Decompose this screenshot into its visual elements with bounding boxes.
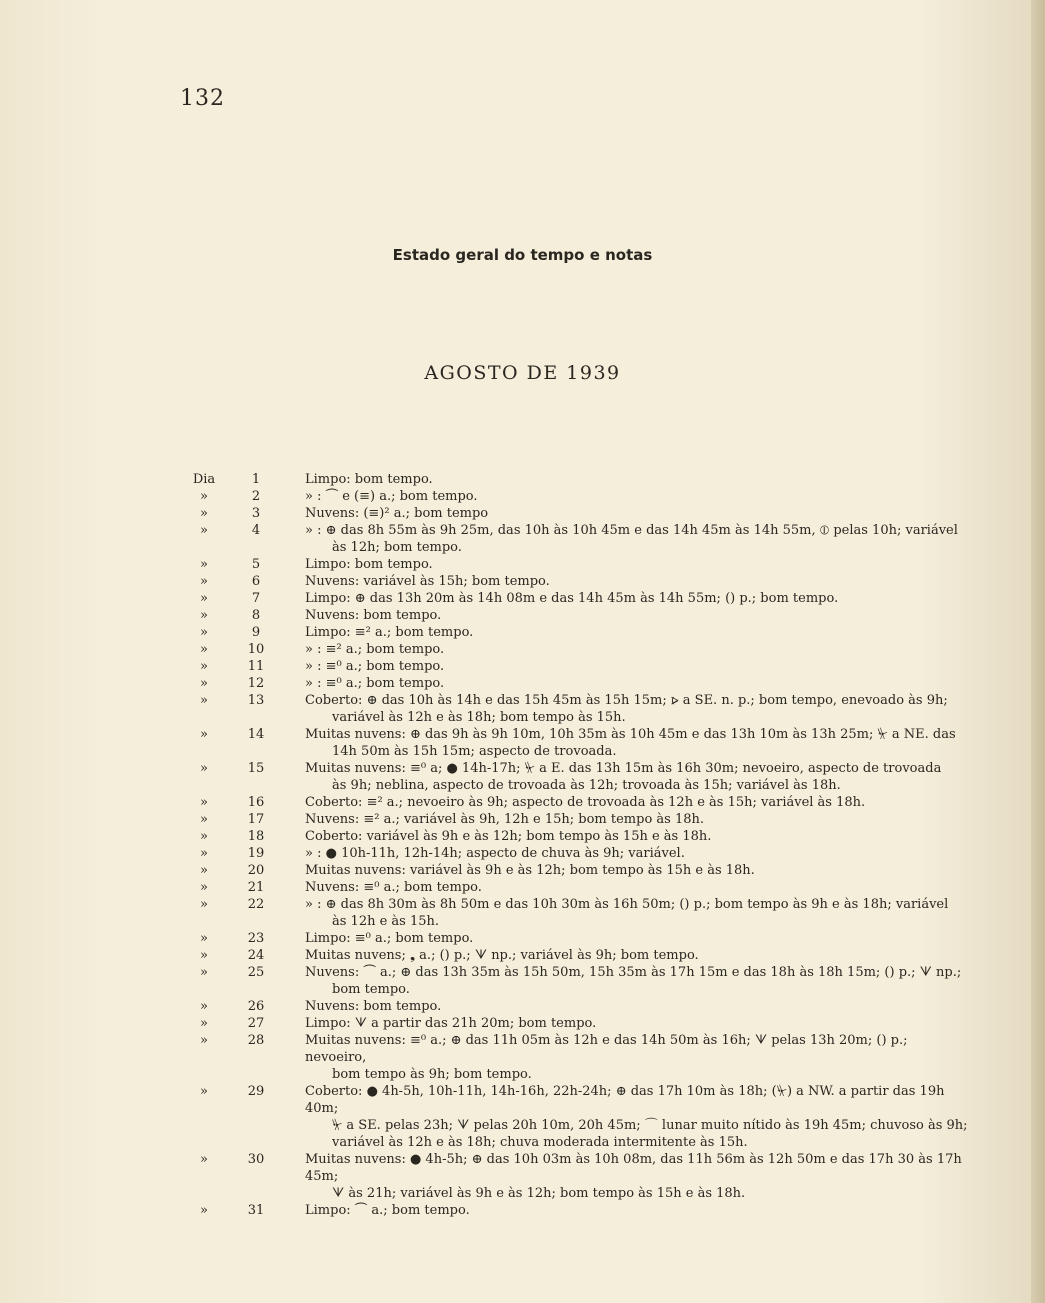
entry-text: Nuvens: bom tempo. — [305, 608, 442, 623]
entry-day: 20 — [247, 863, 265, 878]
entry-label: » — [200, 880, 208, 895]
entry-label: » — [200, 948, 208, 963]
entry-text: » : ● 10h-11h, 12h-14h; aspecto de chuva às 9h; variável. — [305, 846, 685, 861]
day-entry — [0, 471, 1045, 488]
entry-day: 26 — [247, 999, 265, 1014]
entry-text: Muitas nuvens: ● 4h-5h; ⊕ das 10h 03m às 10h 08m, das 11h 56m às 12h 50m e das 17h 30 às 17h 45m; — [305, 1152, 962, 1184]
entry-text: Limpo: ⊕ das 13h 20m às 14h 08m e das 14h 45m às 14h 55m; () p.; bom tempo. — [305, 591, 839, 606]
entry-text-continuation: variável às 12h e às 18h; bom tempo às 15h. — [332, 710, 626, 725]
entry-day: 6 — [251, 574, 261, 589]
day-entry — [0, 624, 1045, 641]
day-entry — [0, 794, 1045, 811]
entry-label: » — [200, 795, 208, 810]
entry-label: » — [200, 999, 208, 1014]
entry-label: » — [200, 523, 208, 538]
entry-day: 17 — [247, 812, 265, 827]
day-entry — [0, 964, 1045, 998]
entry-day: 27 — [247, 1016, 265, 1031]
entry-label: » — [200, 1016, 208, 1031]
entry-label: » — [200, 659, 208, 674]
entry-label: » — [200, 1152, 208, 1167]
entry-day: 9 — [251, 625, 261, 640]
page-title: Estado geral do tempo e notas — [392, 246, 653, 264]
entry-day: 10 — [247, 642, 265, 657]
entry-text: » : ≡² a.; bom tempo. — [305, 642, 445, 657]
entry-label: » — [200, 761, 208, 776]
entry-label: » — [200, 897, 208, 912]
entry-label: » — [200, 625, 208, 640]
entry-text: Nuvens: ⏜ a.; ⊕ das 13h 35m às 15h 50m, 15h 35m às 17h 15m e das 18h às 18h 15m; () p.; ᗐ np.; — [305, 965, 962, 980]
entry-text: Nuvens: ≡⁰ a.; bom tempo. — [305, 880, 482, 895]
day-entry — [0, 641, 1045, 658]
entry-day: 19 — [247, 846, 265, 861]
entry-label: » — [200, 489, 208, 504]
entry-text: Coberto: variável às 9h e às 12h; bom tempo às 15h e às 18h. — [305, 829, 712, 844]
entry-label: » — [200, 931, 208, 946]
entry-label: » — [200, 608, 208, 623]
entry-text-continuation: bom tempo. — [332, 982, 410, 997]
entry-text-continuation: ᗐ às 21h; variável às 9h e às 12h; bom tempo às 15h e às 18h. — [332, 1186, 746, 1201]
day-entry — [0, 845, 1045, 862]
entry-label: » — [200, 812, 208, 827]
entry-label: » — [200, 829, 208, 844]
day-entry — [0, 1151, 1045, 1202]
entry-text: Muitas nuvens: ⊕ das 9h às 9h 10m, 10h 35m às 10h 45m e das 13h 10m às 13h 25m; ⏧ a NE. das — [305, 727, 956, 742]
entry-text: Muitas nuvens; ❟ a.; () p.; ᗐ np.; variável às 9h; bom tempo. — [305, 948, 699, 963]
entry-text: » : ⊕ das 8h 30m às 8h 50m e das 10h 30m às 16h 50m; () p.; bom tempo às 9h e às 18h; variável — [305, 897, 949, 912]
month-heading: AGOSTO DE 1939 — [424, 362, 621, 384]
entry-text: Coberto: ⊕ das 10h às 14h e das 15h 45m às 15h 15m; ⦠ a SE. n. p.; bom tempo, enevoado às 9h; — [305, 693, 948, 708]
entry-label: » — [200, 1084, 208, 1099]
entry-day: 16 — [247, 795, 265, 810]
entry-label: » — [200, 863, 208, 878]
day-entry — [0, 998, 1045, 1015]
entry-label: » — [200, 693, 208, 708]
entry-label: » — [200, 965, 208, 980]
entry-day: 24 — [247, 948, 265, 963]
entry-text: Limpo: ᗐ a partir das 21h 20m; bom tempo. — [305, 1016, 597, 1031]
day-entry — [0, 556, 1045, 573]
entry-text: Muitas nuvens: ≡⁰ a; ● 14h-17h; ⏧ a E. das 13h 15m às 16h 30m; nevoeiro, aspecto de trovoada — [305, 761, 942, 776]
entry-day: 11 — [247, 659, 265, 674]
entry-text: Nuvens: (≡)² a.; bom tempo — [305, 506, 489, 521]
day-entry — [0, 522, 1045, 556]
entry-day: 18 — [247, 829, 265, 844]
entry-text: Limpo: ≡⁰ a.; bom tempo. — [305, 931, 474, 946]
day-entry — [0, 896, 1045, 930]
day-entry — [0, 1032, 1045, 1083]
entry-text: Nuvens: bom tempo. — [305, 999, 442, 1014]
entry-day: 1 — [251, 472, 261, 487]
entry-text: Limpo: bom tempo. — [305, 472, 433, 487]
day-entry — [0, 675, 1045, 692]
entry-label: Dia — [192, 472, 216, 487]
day-entry — [0, 1083, 1045, 1151]
entry-day: 31 — [247, 1203, 265, 1218]
entry-day: 14 — [247, 727, 265, 742]
entry-day: 13 — [247, 693, 265, 708]
entry-day: 4 — [251, 523, 261, 538]
entry-text: » : ⊕ das 8h 55m às 9h 25m, das 10h às 10h 45m e das 14h 45m às 14h 55m, ⦶ pelas 10h; variável — [305, 523, 958, 538]
day-entry — [0, 505, 1045, 522]
entry-label: » — [200, 574, 208, 589]
entry-day: 5 — [251, 557, 261, 572]
entry-day: 25 — [247, 965, 265, 980]
day-entry — [0, 811, 1045, 828]
day-entry — [0, 930, 1045, 947]
day-entry — [0, 692, 1045, 726]
entry-text-continuation: 14h 50m às 15h 15m; aspecto de trovoada. — [332, 744, 617, 759]
entry-label: » — [200, 1203, 208, 1218]
day-entry — [0, 607, 1045, 624]
entry-day: 8 — [251, 608, 261, 623]
entry-day: 21 — [247, 880, 265, 895]
entry-day: 12 — [247, 676, 265, 691]
entry-label: » — [200, 727, 208, 742]
entry-text: » : ≡⁰ a.; bom tempo. — [305, 676, 445, 691]
entry-text: Limpo: ⏜ a.; bom tempo. — [305, 1203, 470, 1218]
entry-text: Coberto: ● 4h-5h, 10h-11h, 14h-16h, 22h-24h; ⊕ das 17h 10m às 18h; (⏧) a NW. a partir das 19h 40m; — [305, 1084, 945, 1116]
entry-day: 7 — [251, 591, 261, 606]
entry-text-continuation: às 9h; neblina, aspecto de trovoada às 12h; trovoada às 15h; variável às 18h. — [332, 778, 841, 793]
day-entry — [0, 862, 1045, 879]
entry-day: 30 — [247, 1152, 265, 1167]
entry-text: Muitas nuvens: ≡⁰ a.; ⊕ das 11h 05m às 12h e das 14h 50m às 16h; ᗐ pelas 13h 20m; () p.; nevoeiro, — [305, 1033, 908, 1065]
entry-label: » — [200, 591, 208, 606]
entry-text: Limpo: bom tempo. — [305, 557, 433, 572]
entry-text-continuation: ⏧ a SE. pelas 23h; ᗐ pelas 20h 10m, 20h 45m; ⌒ lunar muito nítido às 19h 45m; chuvoso às 9h; variável às 12h e às 18h; chuva moderada intermitente às 15h. — [332, 1118, 968, 1150]
entry-day: 15 — [247, 761, 265, 776]
entry-text-continuation: às 12h; bom tempo. — [332, 540, 462, 555]
entry-day: 2 — [251, 489, 261, 504]
day-entry — [0, 947, 1045, 964]
entry-label: » — [200, 642, 208, 657]
entry-day: 29 — [247, 1084, 265, 1099]
entry-day: 3 — [251, 506, 261, 521]
entry-text: » : ⏜ e (≡) a.; bom tempo. — [305, 489, 478, 504]
day-entry — [0, 828, 1045, 845]
entry-text: » : ≡⁰ a.; bom tempo. — [305, 659, 445, 674]
day-entry — [0, 590, 1045, 607]
entry-text: Nuvens: ≡² a.; variável às 9h, 12h e 15h; bom tempo às 18h. — [305, 812, 705, 827]
entry-text-continuation: bom tempo às 9h; bom tempo. — [332, 1067, 532, 1082]
day-entry — [0, 726, 1045, 760]
entry-text: Limpo: ≡² a.; bom tempo. — [305, 625, 474, 640]
daily-entries — [0, 471, 1045, 1219]
entry-text: Muitas nuvens: variável às 9h e às 12h; bom tempo às 15h e às 18h. — [305, 863, 755, 878]
entry-text: Nuvens: variável às 15h; bom tempo. — [305, 574, 550, 589]
entry-label: » — [200, 846, 208, 861]
day-entry — [0, 760, 1045, 794]
entry-day: 28 — [247, 1033, 265, 1048]
day-entry — [0, 658, 1045, 675]
day-entry — [0, 879, 1045, 896]
day-entry — [0, 573, 1045, 590]
entry-label: » — [200, 557, 208, 572]
day-entry — [0, 1015, 1045, 1032]
day-entry — [0, 1202, 1045, 1219]
entry-label: » — [200, 506, 208, 521]
page-number: 132 — [180, 86, 225, 111]
entry-day: 22 — [247, 897, 265, 912]
entry-text-continuation: às 12h e às 15h. — [332, 914, 440, 929]
entry-label: » — [200, 1033, 208, 1048]
entry-text: Coberto: ≡² a.; nevoeiro às 9h; aspecto de trovoada às 12h e às 15h; variável às 18h. — [305, 795, 866, 810]
entry-label: » — [200, 676, 208, 691]
day-entry — [0, 488, 1045, 505]
entry-day: 23 — [247, 931, 265, 946]
